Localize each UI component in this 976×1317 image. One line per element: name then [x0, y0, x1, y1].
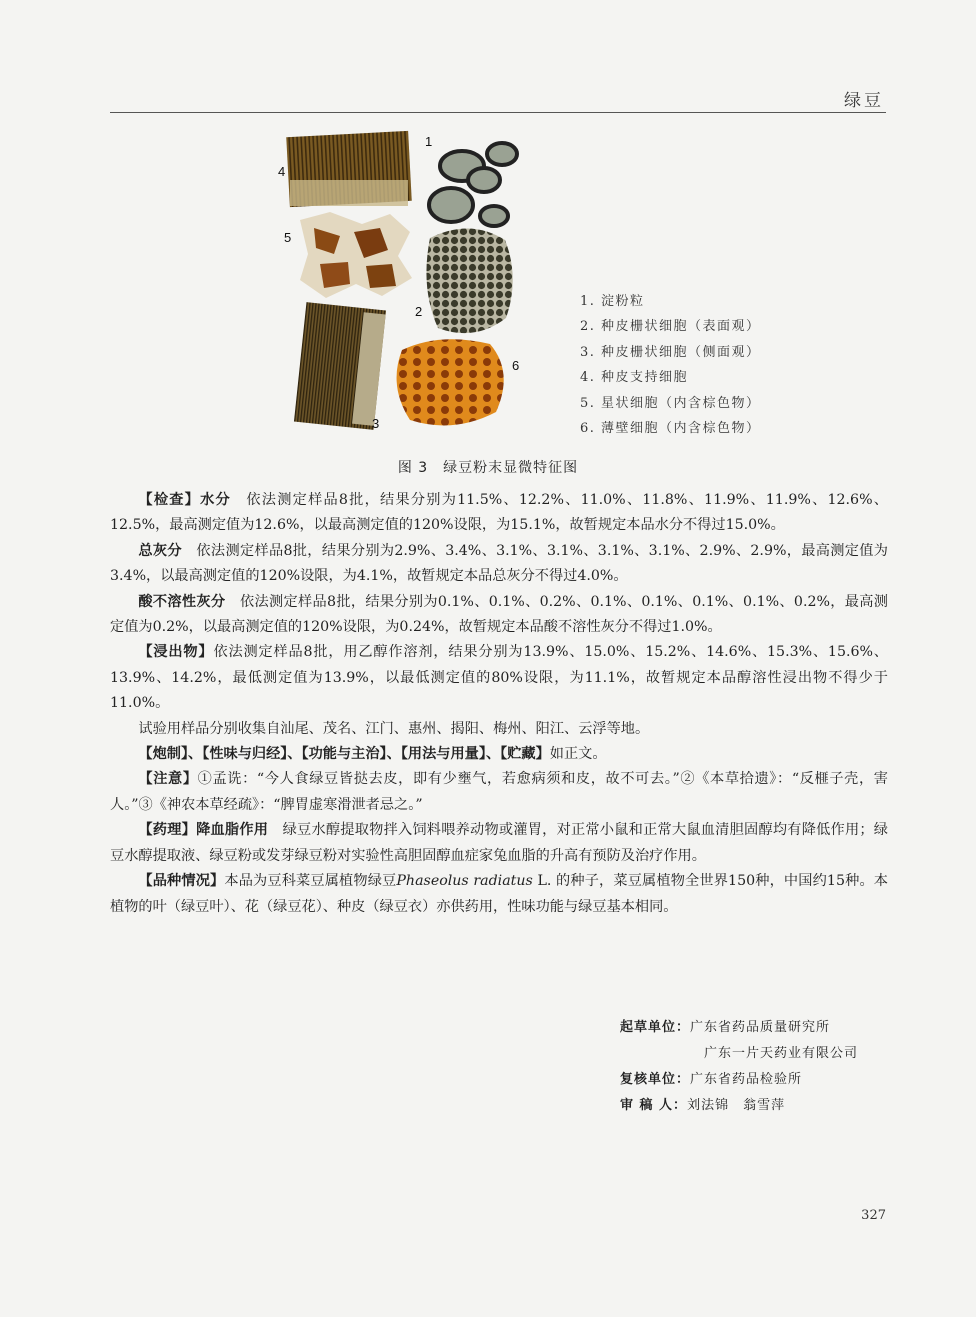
- subheading: 降血脂作用: [196, 822, 269, 839]
- legend-item: 3. 种皮栅状细胞（侧面观）: [580, 344, 761, 360]
- header-rule: [110, 112, 886, 113]
- paragraph-samples: 试验用样品分别收集自汕尾、茂名、江门、惠州、揭阳、梅州、阳江、云浮等地。: [138, 720, 650, 737]
- specimen-4-image: [286, 131, 411, 207]
- subheading: 总灰分: [138, 542, 182, 559]
- drafter-org-2: 广东一片天药业有限公司: [704, 1046, 859, 1061]
- figure-label-1: 1: [425, 134, 433, 149]
- drafter-label: 起草单位：: [620, 1020, 691, 1035]
- page-header-title: 绿豆: [844, 91, 884, 111]
- paragraph-text: L. 的种子，菜豆属植物全世界150种，中国约15种。本植物的叶（绿豆叶）、花（绿豆花）、种皮（绿豆衣）亦供药用，性味功能与绿豆基本相同。: [110, 873, 888, 915]
- figure-caption: 图 3 绿豆粉末显微特征图: [397, 460, 579, 476]
- paragraph-zonghuifen: [110, 539, 888, 590]
- specimen-3-image: [294, 302, 386, 430]
- figure-label-6: 6: [512, 358, 520, 373]
- legend-item: 4. 种皮支持细胞: [580, 370, 689, 386]
- figure-label-3: 3: [372, 416, 380, 431]
- paragraph-text: 绿豆水醇提取物拌入饲料喂养动物或灌胃，对正常小鼠和正常大鼠血清胆固醇均有降低作用；绿豆水醇提取液、绿豆粉或发芽绿豆粉对实验性高胆固醇血症家兔血脂的升高有预防及治疗作用。: [110, 822, 888, 864]
- specimen-2-image: [426, 228, 512, 333]
- specimen-6-image: [397, 339, 504, 425]
- paragraph-paozhi: [110, 742, 888, 767]
- specimen-1-image: [429, 143, 517, 226]
- paragraph-text: 依法测定样品8批，结果分别为11.5%、12.2%、11.0%、11.8%、11.9%、11.9%、12.6%、12.5%，最高测定值为12.6%，以最高测定值的120%设限，为15.1%，故暂规定本品水分不得过15.0%。: [110, 492, 888, 534]
- latin-name: Phaseolus radiatus: [396, 873, 533, 890]
- section-heading: 【注意】: [138, 771, 198, 788]
- paragraph-jinchuwu: [110, 640, 888, 716]
- legend-item: 1. 淀粉粒: [580, 294, 645, 309]
- section-heading: 【炮制】、【性味与归经】、【功能与主治】、【用法与用量】、【贮藏】: [138, 746, 550, 763]
- drafter-org: 广东省药品质量研究所: [690, 1020, 831, 1035]
- legend-item: 2. 种皮栅状细胞（表面观）: [580, 319, 761, 335]
- paragraph-jiancha: [110, 488, 888, 539]
- paragraph-text: ①孟诜：“今人食绿豆皆挞去皮，即有少壅气，若愈病须和皮，故不可去。”②《本草拾遗》：“反榧子壳，害人。”③《神农本草经疏》：“脾胃虚寒滑泄者忌之。”: [110, 771, 888, 813]
- figure-label-5: 5: [284, 230, 292, 245]
- paragraph-text: 依法测定样品8批，结果分别为2.9%、3.4%、3.1%、3.1%、3.1%、3.1%、2.9%、2.9%，最高测定值为3.4%，以最高测定值的120%设限，为4.1%，故暂规定本品总灰分不得过4.0%。: [110, 542, 888, 585]
- paragraph-text: 本品为豆科菜豆属植物绿豆: [224, 873, 397, 890]
- section-heading: 【浸出物】: [138, 644, 214, 661]
- specimen-5-image: [300, 212, 412, 298]
- figure-label-4: 4: [278, 164, 286, 179]
- subheading: 水分: [200, 492, 231, 508]
- legend-item: 6. 薄壁细胞（内含棕色物）: [580, 421, 761, 437]
- signature-block: [620, 1015, 858, 1119]
- micrograph-figure: [270, 128, 530, 438]
- editor-label: 审 稿 人：: [620, 1098, 688, 1113]
- paragraph-yaoli: [110, 818, 888, 869]
- section-heading: 【品种情况】: [138, 873, 225, 890]
- figure-label-2: 2: [415, 304, 423, 319]
- paragraph-text: 如正文。: [549, 746, 607, 763]
- paragraph-pinzhong: [110, 869, 888, 920]
- section-heading: 【药理】: [138, 822, 197, 839]
- section-heading: 【检查】: [138, 492, 201, 508]
- paragraph-suanbu: [110, 590, 888, 641]
- body-text: [110, 488, 888, 920]
- paragraph-text: 依法测定样品8批，结果分别为0.1%、0.1%、0.2%、0.1%、0.1%、0.1%、0.1%、0.2%，最高测定值为0.2%，以最高测定值的120%设限，为0.24%，故暂规定本品酸不溶性灰分不得过1.0%。: [110, 593, 888, 636]
- paragraph-zhuyi: [110, 767, 888, 818]
- legend-item: 5. 星状细胞（内含棕色物）: [580, 395, 761, 411]
- paragraph-text: 依法测定样品8批，用乙醇作溶剂，结果分别为13.9%、15.0%、15.2%、14.6%、15.3%、15.6%、13.9%、14.2%，最低测定值为13.9%，以最低测定值的80%设限，为11.1%，故暂规定本品醇溶性浸出物不得少于11.0%。: [110, 644, 888, 712]
- page-number: 327: [861, 1208, 886, 1223]
- editor-names: 刘法锦 翁雪萍: [687, 1098, 786, 1113]
- figure-legend: [580, 289, 761, 441]
- reviewer-org: 广东省药品检验所: [690, 1072, 803, 1087]
- reviewer-label: 复核单位：: [620, 1072, 691, 1087]
- subheading: 酸不溶性灰分: [138, 593, 226, 610]
